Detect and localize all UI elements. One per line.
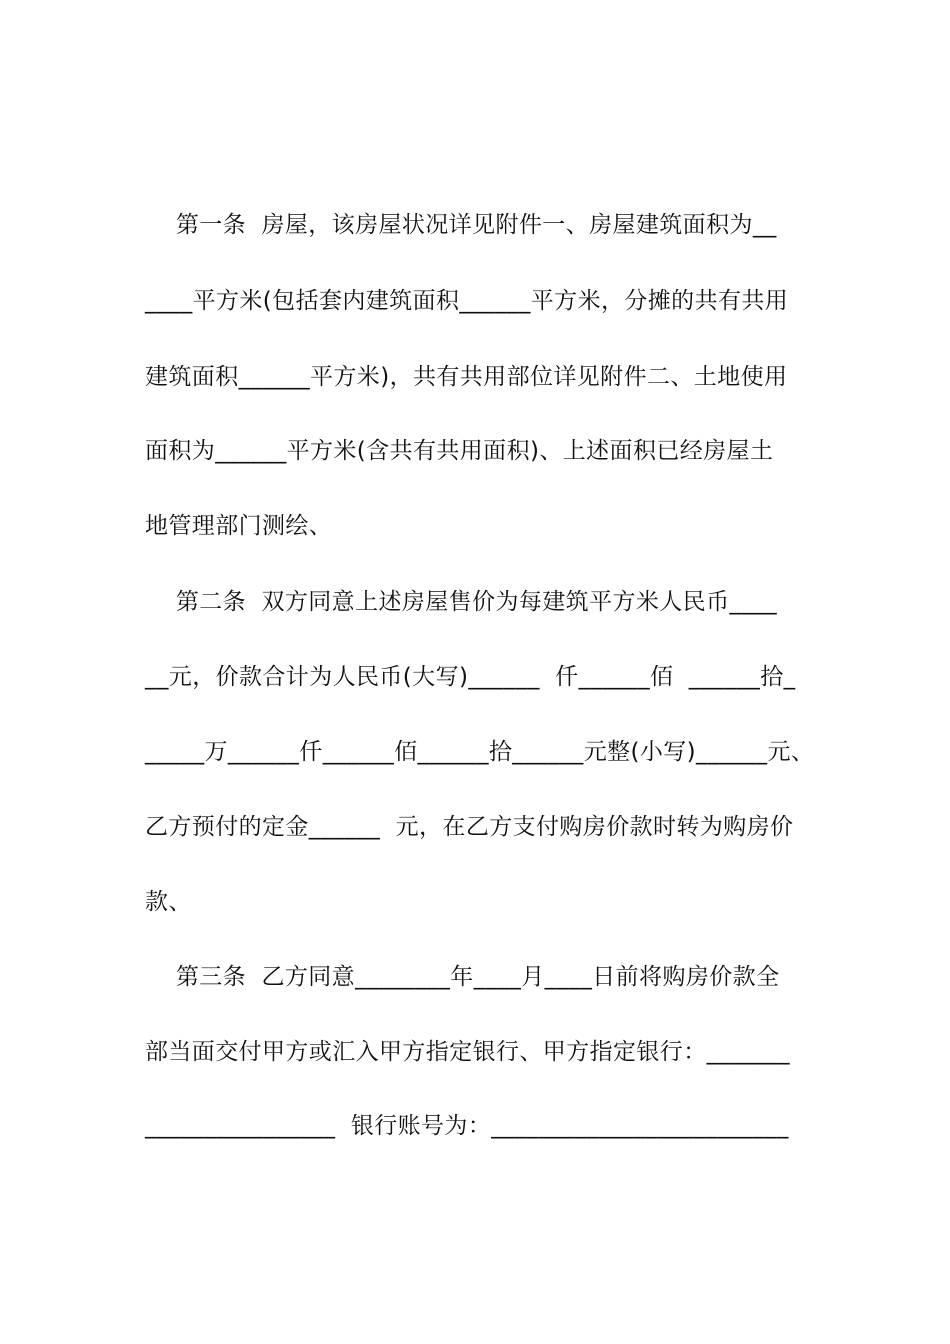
clause-1-line-5: 地管理部门测绘、 (145, 513, 333, 539)
clause-2-line-4: 乙方预付的定金______ 元，在乙方支付购房价款时转为购房价 (145, 814, 794, 840)
clause-2-line-5: 款、 (145, 889, 192, 915)
clause-1-line-4: 面积为______平方米(含共有共用面积)、上述面积已经房屋土 (145, 438, 774, 464)
clause-3-line-1: 第三条 乙方同意________年____月____日前将购房价款全 (145, 964, 780, 990)
clause-3-line-3: ________________ 银行账号为：_________________________ (145, 1113, 789, 1139)
clause-1-line-3: 建筑面积______平方米)，共有共用部位详见附件二、土地使用 (145, 364, 788, 390)
clause-2-line-3: _____万______仟______佰______拾______元整(小写)______元、 (145, 739, 815, 765)
clause-3-line-2: 部当面交付甲方或汇入甲方指定银行、甲方指定银行：_______ (145, 1039, 790, 1065)
clause-1-line-2: ____平方米(包括套内建筑面积______平方米，分摊的共有共用 (145, 288, 789, 314)
clause-1-line-1: 第一条 房屋，该房屋状况详见附件一、房屋建筑面积为__ (145, 212, 777, 238)
clause-2-line-2: __元，价款合计为人民币(大写)______ 仟______佰 ______拾_ (145, 664, 796, 690)
clause-2-line-1: 第二条 双方同意上述房屋售价为每建筑平方米人民币____ (145, 589, 778, 615)
